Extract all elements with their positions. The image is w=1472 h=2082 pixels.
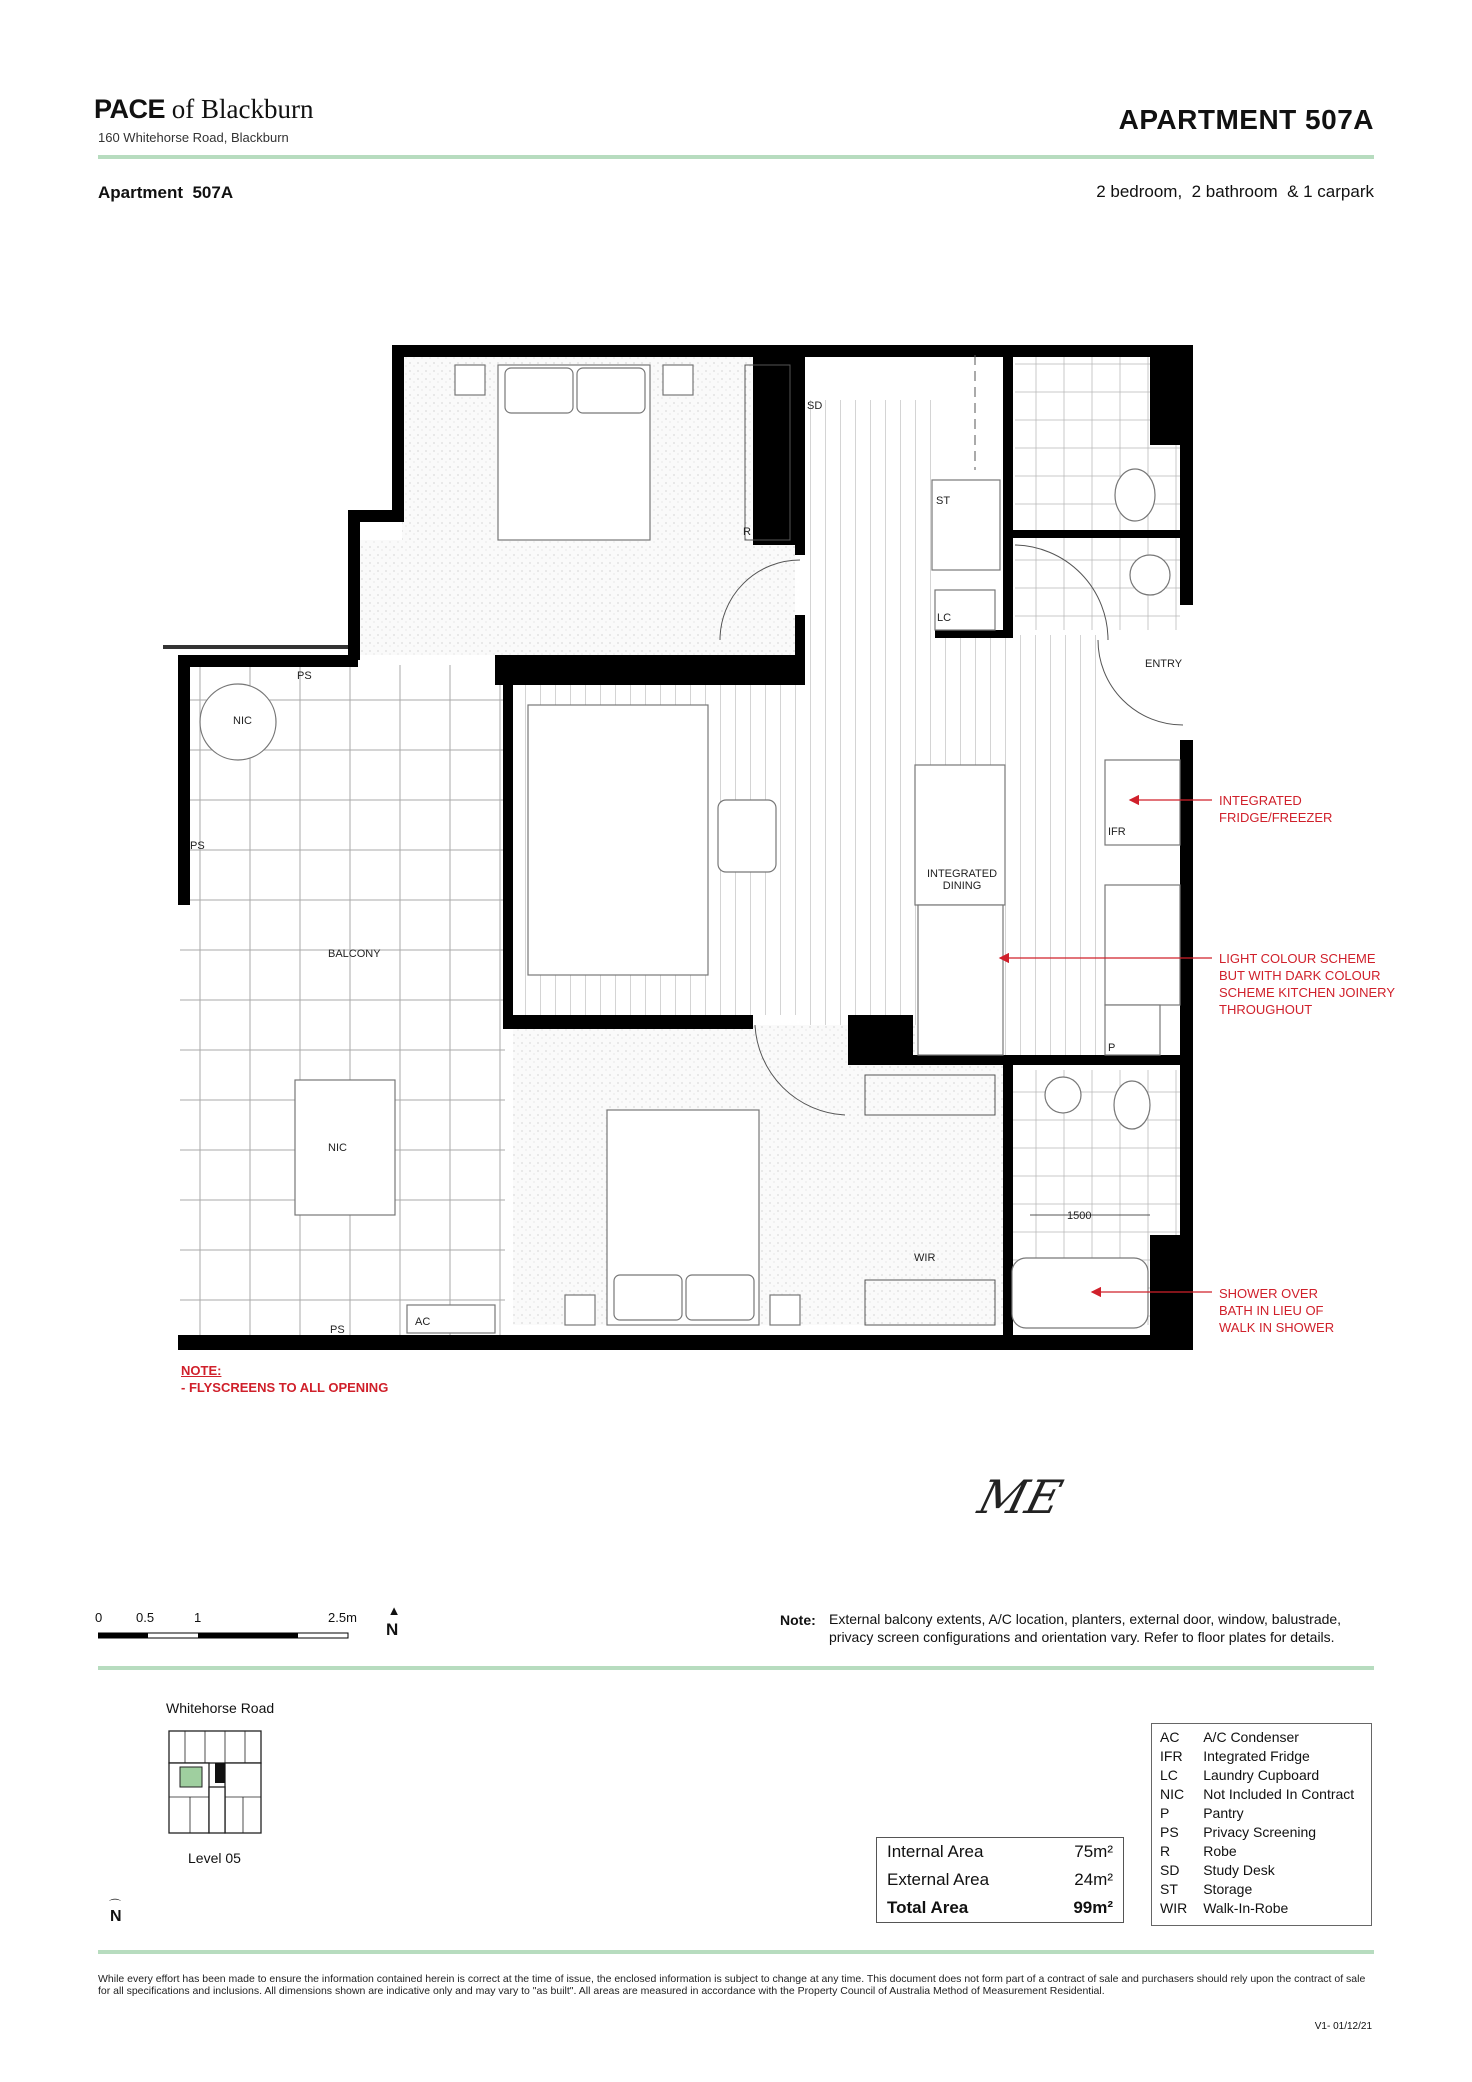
- note-text: External balcony extents, A/C location, planters, external door, window, balustrade, privacy screen configurations and orientation vary. Refer to floor plates for details.: [829, 1611, 1342, 1645]
- footer-rule: [98, 1950, 1374, 1954]
- legend-table: [1152, 1728, 1362, 1918]
- label-nic-planter: NIC: [233, 715, 252, 727]
- label-ifr: IFR: [1108, 826, 1126, 838]
- legend-desc: Storage: [1203, 1881, 1253, 1897]
- flyscreen-note-title: NOTE:: [181, 1363, 222, 1378]
- label-entry: ENTRY: [1145, 658, 1183, 670]
- scale-tick-25: 2.5m: [328, 1610, 357, 1625]
- page-title: APARTMENT 507A: [1118, 104, 1374, 135]
- area-label: External Area: [887, 1870, 990, 1889]
- disclaimer: While every effort has been made to ensure the information contained herein is correct at the time of issue, the enclosed information is subject to change at any time. This document does not form part of a contract of sale and purchasers should rely upon the contract of sale for all specifications and inclusions. All dimensions shown are indicative only and may vary to "as built". All areas are measured in accordance with the Property Council of Australia Method of Measurement Residential.: [98, 1973, 1366, 1997]
- sofa-bed: [528, 705, 708, 975]
- legend-code: ST: [1160, 1881, 1178, 1897]
- signature: ME: [972, 1470, 1068, 1524]
- legend-code: SD: [1160, 1862, 1180, 1878]
- annotation-fridge: INTEGRATED FRIDGE/FREEZER: [1219, 793, 1333, 825]
- mid-rule: [98, 1666, 1374, 1670]
- key-north-icon: ⌒: [109, 1898, 122, 1912]
- label-r: R: [743, 526, 751, 538]
- address: 160 Whitehorse Road, Blackburn: [98, 130, 289, 145]
- key-plan: [165, 1727, 265, 1837]
- legend-code: WIR: [1160, 1900, 1188, 1916]
- legend-desc: Study Desk: [1203, 1862, 1275, 1878]
- legend-row: [1152, 1880, 1362, 1899]
- north-label: N: [386, 1620, 399, 1639]
- legend-row: [1152, 1804, 1362, 1823]
- key-plan-level: Level 05: [188, 1850, 241, 1866]
- area-value: 99m²: [1073, 1898, 1113, 1917]
- legend-desc: Robe: [1203, 1843, 1237, 1859]
- legend-desc: Privacy Screening: [1203, 1824, 1317, 1840]
- annotation-colour-scheme: LIGHT COLOUR SCHEME BUT WITH DARK COLOUR SCHEME KITCHEN JOINERY THROUGHOUT: [1219, 951, 1396, 1017]
- area-value: 24m²: [1074, 1870, 1113, 1889]
- label-st: ST: [936, 495, 951, 507]
- annotation-shower: SHOWER OVER BATH IN LIEU OF WALK IN SHOWER: [1219, 1286, 1335, 1335]
- legend-desc: Walk-In-Robe: [1203, 1900, 1289, 1916]
- label-wir: WIR: [914, 1252, 936, 1264]
- area-row-total: [877, 1894, 1124, 1923]
- legend-desc: Pantry: [1203, 1805, 1244, 1821]
- flyscreen-note: - FLYSCREENS TO ALL OPENING: [181, 1380, 389, 1395]
- legend-desc: Laundry Cupboard: [1203, 1767, 1320, 1783]
- legend-row: [1152, 1766, 1362, 1785]
- note-label: Note:: [780, 1612, 816, 1628]
- area-row-internal: [877, 1838, 1124, 1867]
- logo-pace: PACE: [94, 94, 166, 124]
- legend-box: [1151, 1723, 1372, 1926]
- apartment-label: Apartment 507A: [98, 183, 234, 202]
- label-ps-top: PS: [297, 670, 312, 682]
- scale-tick-0: 0: [95, 1610, 103, 1625]
- legend-row: [1152, 1842, 1362, 1861]
- label-balcony: BALCONY: [328, 948, 381, 960]
- label-ps-bottom: PS: [330, 1324, 345, 1336]
- label-dining: INTEGRATED DINING: [926, 868, 998, 892]
- balcony-area: [180, 665, 505, 1345]
- area-table: [876, 1837, 1124, 1923]
- legend-desc: A/C Condenser: [1203, 1729, 1299, 1745]
- legend-code: P: [1160, 1805, 1170, 1821]
- legend-code: PS: [1160, 1824, 1179, 1840]
- legend-row: [1152, 1823, 1362, 1842]
- legend-desc: Integrated Fridge: [1203, 1748, 1310, 1764]
- legend-code: R: [1160, 1843, 1171, 1859]
- legend-row: [1152, 1861, 1362, 1880]
- bath: [1012, 1258, 1148, 1328]
- area-row-external: [877, 1866, 1124, 1894]
- legend-code: LC: [1160, 1767, 1178, 1783]
- scale-bar: [98, 1632, 350, 1640]
- legend-desc: Not Included In Contract: [1203, 1786, 1355, 1802]
- legend-row: [1152, 1747, 1362, 1766]
- logo-rest: of Blackburn: [165, 94, 314, 124]
- label-ps-left: PS: [190, 840, 205, 852]
- version: V1- 01/12/21: [1314, 2021, 1372, 2032]
- legend-code: NIC: [1160, 1786, 1185, 1802]
- legend-row: [1152, 1785, 1362, 1804]
- area-value: 75m²: [1074, 1842, 1113, 1861]
- label-lc: LC: [937, 612, 952, 624]
- scale-tick-05: 0.5: [136, 1610, 155, 1625]
- legend-code: IFR: [1160, 1748, 1183, 1764]
- north-arrow-icon: ▲: [387, 1603, 401, 1618]
- scale-tick-1: 1: [194, 1610, 202, 1625]
- area-label: Total Area: [887, 1898, 969, 1917]
- area-label: Internal Area: [887, 1842, 984, 1861]
- label-dimension: 1500: [1067, 1210, 1092, 1222]
- label-sd: SD: [807, 400, 823, 412]
- label-nic-table: NIC: [328, 1142, 347, 1154]
- legend-row: [1152, 1728, 1362, 1747]
- key-plan-road: Whitehorse Road: [166, 1700, 275, 1716]
- label-p: P: [1108, 1042, 1116, 1054]
- key-north-label: N: [110, 1908, 122, 1925]
- label-ac: AC: [415, 1316, 431, 1328]
- config-label: 2 bedroom, 2 bathroom & 1 carpark: [1096, 182, 1374, 201]
- legend-code: AC: [1160, 1729, 1180, 1745]
- legend-row: [1152, 1899, 1362, 1918]
